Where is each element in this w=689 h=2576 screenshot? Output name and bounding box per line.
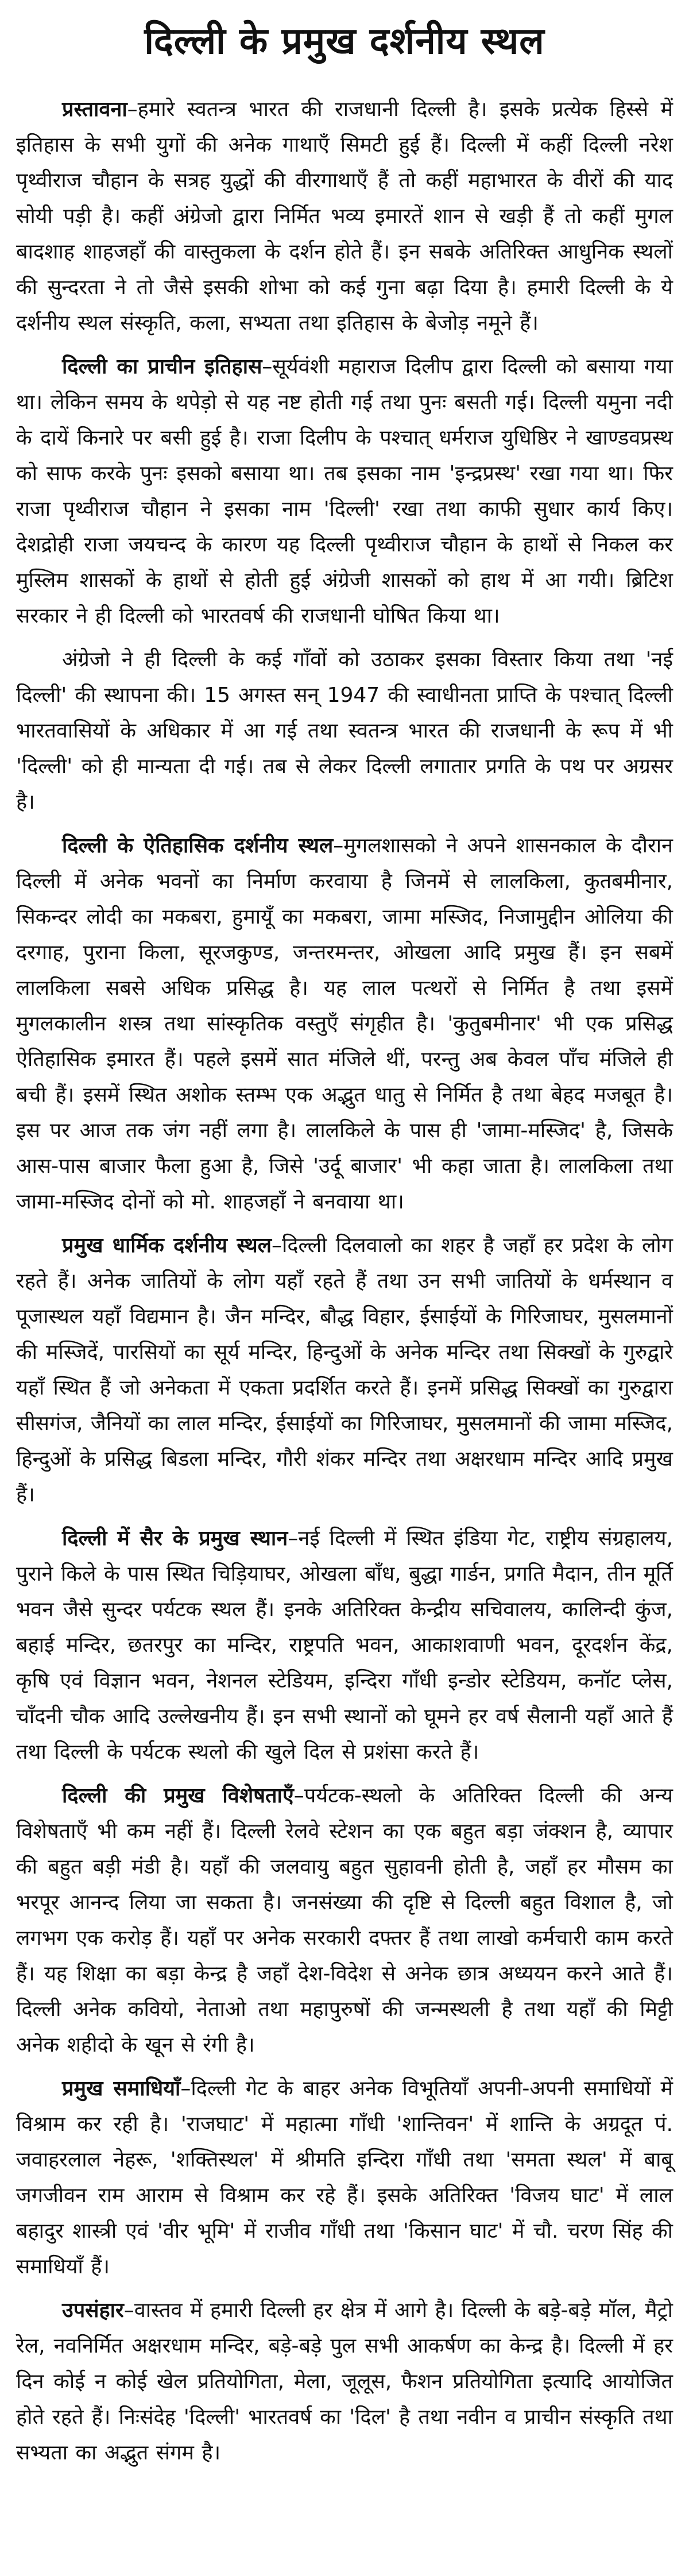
paragraph-text: –हमारे स्वतन्त्र भारत की राजधानी दिल्ली है। इसके प्रत्येक हिस्से में इतिहास के सभी युगों की अनेक गाथाएँ सिमटी हुई हैं। दिल्ली में कहीं दिल्ली नरेश पृथ्वीराज चौहान के सत्रह युद्धों की वीरगाथाएँ हैं तो कहीं महाभारत के वीरों की याद सोयी पड़ी है। कहीं अंग्रेजो द्वारा निर्मित भव्य इमारतें शान से खड़ी हैं तो कहीं मुगल बादशाह शाहजहाँ की वास्तुकला के दर्शन होते हैं। इन सबके अतिरिक्त आधुनिक स्थलों की सुन्दरता ने तो जैसे इसकी शोभा को कई गुना बढ़ा दिया है। हमारी दिल्ली के ये दर्शनीय स्थल संस्कृति, कला, सभ्यता तथा इतिहास के बेजोड़ नमूने हैं।	[16, 98, 673, 335]
page-title: दिल्ली के प्रमुख दर्शनीय स्थल	[144, 20, 545, 63]
paragraph-heading: उपसंहार	[62, 2299, 124, 2322]
paragraph-features	[16, 1778, 673, 2063]
paragraph-introduction	[16, 92, 673, 341]
paragraph-sightseeing	[16, 1521, 673, 1770]
paragraph-heading: दिल्ली की प्रमुख विशेषताएँ	[62, 1784, 294, 1808]
paragraph-heading: दिल्ली के ऐतिहासिक दर्शनीय स्थल	[62, 834, 334, 858]
paragraph-historical-sites	[16, 828, 673, 1220]
paragraph-text: –वास्तव में हमारी दिल्ली हर क्षेत्र में आगे है। दिल्ली के बड़े-बड़े मॉल, मैट्रो रेल, नवनिर्मित अक्षरधाम मन्दिर, बड़े-बड़े पुल सभी आकर्षण का केन्द्र है। दिल्ली में हर दिन कोई न कोई खेल प्रतियोगिता, मेला, जूलूस, फैशन प्रतियोगिता इत्यादि आयोजित होते रहते हैं। निःसंदेह 'दिल्ली' भारतवर्ष का 'दिल' है तथा नवीन व प्राचीन संस्कृति तथा सभ्यता का अद्भुत संगम है।	[16, 2299, 673, 2465]
paragraph-text: –दिल्ली गेट के बाहर अनेक विभूतियाँ अपनी-अपनी समाधियों में विश्राम कर रही है। 'राजघाट' में महात्मा गाँधी 'शान्तिवन' में शान्ति के अग्रदूत पं. जवाहरलाल नेहरू, 'शक्तिस्थल' में श्रीमति इन्दिरा गाँधी तथा 'समता स्थल' में बाबू जगजीवन राम आराम से विश्राम कर रहे हैं। इसके अतिरिक्त 'विजय घाट' में लाल बहादुर शास्त्री एवं 'वीर भूमि' में राजीव गाँधी तथा 'किसान घाट' में चौ. चरण सिंह की समाधियाँ हैं।	[16, 2077, 673, 2278]
paragraph-heading: दिल्ली का प्राचीन इतिहास	[62, 355, 262, 379]
paragraph-text: –नई दिल्ली में स्थित इंडिया गेट, राष्ट्रीय संग्रहालय, पुराने किले के पास स्थित चिड़ियाघर, ओखला बाँध, बुद्धा गार्डन, प्रगति मैदान, तीन मूर्ति भवन जैसे सुन्दर पर्यटक स्थल हैं। इनके अतिरिक्त केन्द्रीय सचिवालय, कालिन्दी कुंज, बहाई मन्दिर, छतरपुर का मन्दिर, राष्ट्रपति भवन, आकाशवाणी भवन, दूरदर्शन केंद्र, कृषि एवं विज्ञान भवन, नेशनल स्टेडियम, इन्दिरा गाँधी इन्डोर स्टेडियम, कनॉट प्लेस, चाँदनी चौक आदि उल्लेखनीय हैं। इन सभी स्थानों को घूमने हर वर्ष सैलानी यहाँ आते हैं तथा दिल्ली के पर्यटक स्थलो की खुले दिल से प्रशंसा करते हैं।	[16, 1527, 673, 1764]
paragraph-new-delhi	[16, 642, 673, 820]
paragraph-religious-sites	[16, 1228, 673, 1513]
paragraph-text: –पर्यटक-स्थलो के अतिरिक्त दिल्ली की अन्य विशेषताएँ भी कम नहीं हैं। दिल्ली रेलवे स्टेशन का एक बहुत बड़ा जंक्शन है, व्यापार की बहुत बड़ी मंडी है। यहाँ की जलवायु बहुत सुहावनी होती है, जहाँ हर मौसम का भरपूर आनन्द लिया जा सकता है। जनसंख्या की दृष्टि से दिल्ली बहुत विशाल है, जो लगभग एक करोड़ हैं। यहाँ पर अनेक सरकारी दफ्तर हैं तथा लाखो कर्मचारी काम करते हैं। यह शिक्षा का बड़ा केन्द्र है जहाँ देश-विदेश से अनेक छात्र अध्ययन करने आते हैं। दिल्ली अनेक कवियो, नेताओ तथा महापुरुषों की जन्मस्थली है तथा यहाँ की मिट्टी अनेक शहीदो के खून से रंगी है।	[16, 1784, 673, 2057]
paragraph-text: –दिल्ली दिलवालो का शहर है जहाँ हर प्रदेश के लोग रहते हैं। अनेक जातियों के लोग यहाँ रहते हैं तथा उन सभी जातियों के धर्मस्थान व पूजास्थल यहाँ विद्यमान है। जैन मन्दिर, बौद्ध विहार, ईसाईयों के गिरिजाघर, मुसलमानों की मस्जिदें, पारसियों का सूर्य मन्दिर, हिन्दुओं के अनेक मन्दिर तथा सिक्खों के गुरुद्वारे यहाँ स्थित हैं जो अनेकता में एकता प्रदर्शित करते हैं। इनमें प्रसिद्ध सिक्खों का गुरुद्वारा सीसगंज, जैनियों का लाल मन्दिर, ईसाईयों का गिरिजाघर, मुसलमानों की जामा मस्जिद, हिन्दुओं के प्रसिद्ध बिडला मन्दिर, गौरी शंकर मन्दिर तथा अक्षरधाम मन्दिर आदि प्रमुख हैं।	[16, 1234, 673, 1507]
paragraph-text: –मुगलशासको ने अपने शासनकाल के दौरान दिल्ली में अनेक भवनों का निर्माण करवाया है जिनमें से लालकिला, कुतबमीनार, सिकन्दर लोदी का मकबरा, हुमायूँ का मकबरा, जामा मस्जिद, निजामुद्दीन ओलिया की दरगाह, पुराना किला, सूरजकुण्ड, जन्तरमन्तर, ओखला आदि प्रमुख हैं। इन सबमें लालकिला सबसे अधिक प्रसिद्ध है। यह लाल पत्थरों से निर्मित है तथा इसमें मुगलकालीन शस्त्र तथा सांस्कृतिक वस्तुएँ संगृहीत है। 'कुतुबमीनार' भी एक प्रसिद्ध ऐतिहासिक इमारत हैं। पहले इसमें सात मंजिले थीं, परन्तु अब केवल पाँच मंजिले ही बची हैं। इसमें स्थित अशोक स्तम्भ एक अद्भुत धातु से निर्मित है तथा बेहद मजबूत है। इस पर आज तक जंग नहीं लगा है। लालकिले के पास ही 'जामा-मस्जिद' है, जिसके आस-पास बाजार फैला हुआ है, जिसे 'उर्दू बाजार' भी कहा जाता है। लालकिला तथा जामा-मस्जिद दोनों को मो. शाहजहाँ ने बनवाया था।	[16, 834, 673, 1214]
paragraph-conclusion	[16, 2293, 673, 2471]
paragraph-text: –सूर्यवंशी महाराज दिलीप द्वारा दिल्ली को बसाया गया था। लेकिन समय के थपेड़ो से यह नष्ट होती गई तथा पुनः बसती गई। दिल्ली यमुना नदी के दायें किनारे पर बसी हुई है। राजा दिलीप के पश्चात् धर्मराज युधिष्ठिर ने खाण्डवप्रस्थ को साफ करके पुनः इसको बसाया था। तब इसका नाम 'इन्द्रप्रस्थ' रखा गया था। फिर राजा पृथ्वीराज चौहान ने इसका नाम 'दिल्ली' रखा तथा काफी सुधार कार्य किए। देशद्रोही राजा जयचन्द के कारण यह दिल्ली पृथ्वीराज चौहान के हाथों से निकल कर मुस्लिम शासकों के हाथों से होती हुई अंग्रेजी शासकों को हाथ में आ गयी। ब्रिटिश सरकार ने ही दिल्ली को भारतवर्ष की राजधानी घोषित किया था।	[16, 355, 673, 628]
paragraph-memorials	[16, 2071, 673, 2285]
paragraph-ancient-history	[16, 349, 673, 634]
paragraph-heading: दिल्ली में सैर के प्रमुख स्थान	[62, 1527, 288, 1550]
paragraph-heading: प्रमुख समाधियाँ	[62, 2077, 181, 2100]
paragraph-text: अंग्रेजो ने ही दिल्ली के कई गाँवों को उठाकर इसका विस्तार किया तथा 'नई दिल्ली' की स्थापना की। 15 अगस्त सन् 1947 की स्वाधीनता प्राप्ति के पश्चात् दिल्ली भारतवासियों के अधिकार में आ गई तथा स्वतन्त्र भारत की राजधानी के रूप में भी 'दिल्ली' को ही मान्यता दी गई। तब से लेकर दिल्ली लगातार प्रगति के पथ पर अग्रसर है।	[16, 648, 673, 814]
paragraph-heading: प्रस्तावना	[62, 98, 127, 121]
paragraph-heading: प्रमुख धार्मिक दर्शनीय स्थल	[62, 1234, 272, 1257]
